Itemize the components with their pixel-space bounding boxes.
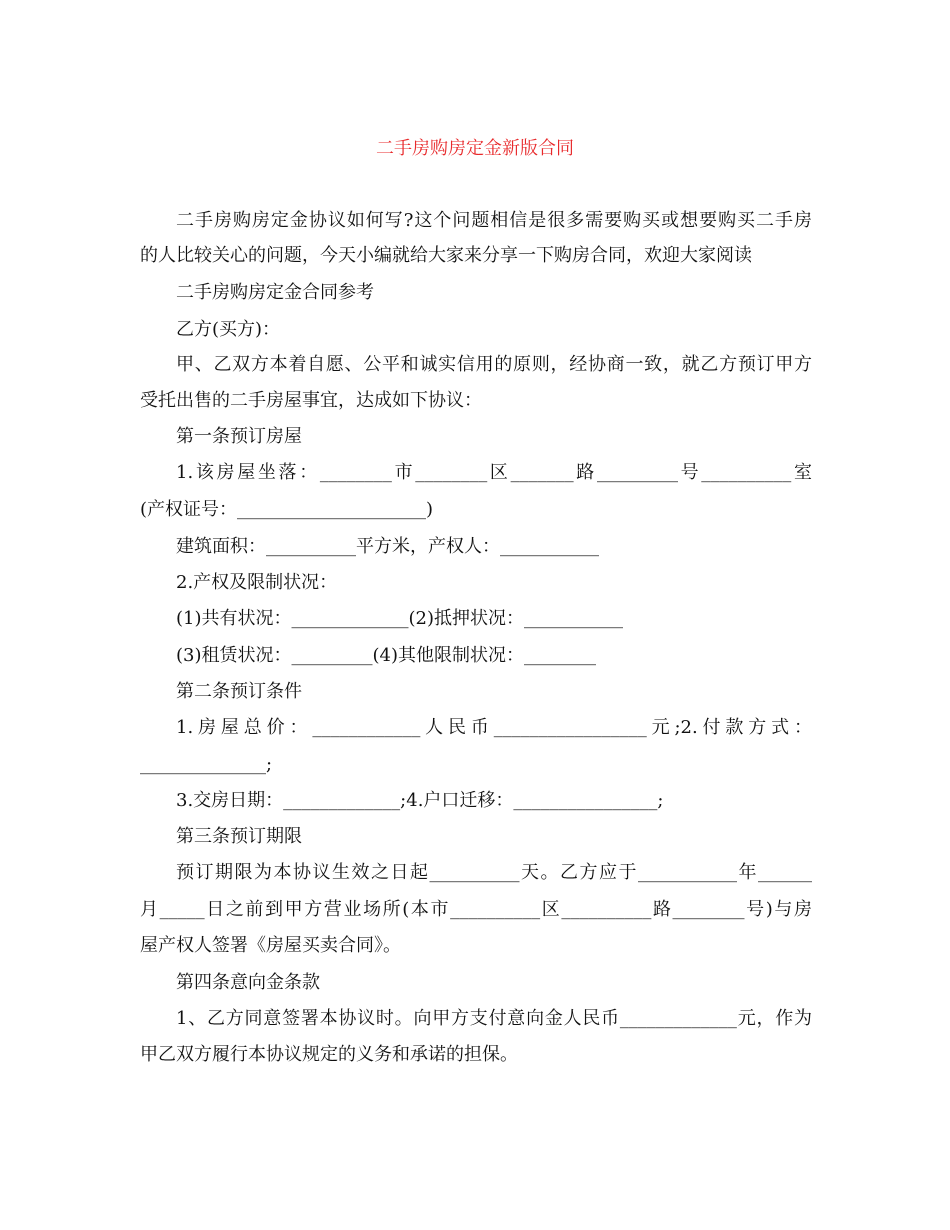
form-line: (3)租赁状况：_________(4)其他限制状况：________ bbox=[176, 645, 596, 666]
article-heading: 第二条预订条件 bbox=[176, 681, 302, 702]
form-line: 2.产权及限制状况： bbox=[176, 572, 338, 593]
paragraph-line: 屋产权人签署《房屋买卖合同》。 bbox=[140, 935, 401, 956]
article-heading: 第一条预订房屋 bbox=[176, 426, 302, 447]
form-line: 1、乙方同意签署本协议时。向甲方支付意向金人民币_____________元，作为 bbox=[176, 1008, 812, 1029]
document-title: 二手房购房定金新版合同 bbox=[376, 138, 574, 159]
form-line: ______________; bbox=[140, 754, 273, 775]
paragraph-line: 二手房购房定金协议如何写?这个问题相信是很多需要购买或想要购买二手房 bbox=[176, 210, 812, 231]
form-line: 建筑面积：__________平方米，产权人：___________ bbox=[176, 536, 599, 557]
paragraph-line: 甲、乙双方本着自愿、公平和诚实信用的原则，经协商一致，就乙方预订甲方 bbox=[176, 354, 812, 375]
paragraph-line: 受托出售的二手房屋事宜，达成如下协议： bbox=[140, 390, 482, 411]
form-line: (产权证号：_____________________) bbox=[140, 499, 434, 520]
party-line: 乙方(买方)： bbox=[176, 319, 281, 340]
article-heading: 第四条意向金条款 bbox=[176, 972, 320, 993]
form-line: 预订期限为本协议生效之日起__________天。乙方应于___________年______ bbox=[176, 862, 812, 883]
paragraph-line: 甲乙双方履行本协议规定的义务和承诺的担保。 bbox=[140, 1044, 518, 1065]
form-line: (1)共有状况：_____________(2)抵押状况：___________ bbox=[176, 608, 623, 629]
article-heading: 第三条预订期限 bbox=[176, 826, 302, 847]
form-line: 1.该房屋坐落：________市________区_______路_________号__________室 bbox=[176, 462, 812, 483]
section-heading: 二手房购房定金合同参考 bbox=[176, 282, 374, 303]
form-line: 月_____日之前到甲方营业场所(本市__________区__________路________号)与房 bbox=[140, 899, 812, 920]
form-line: 3.交房日期：_____________;4.户口迁移：________________; bbox=[176, 790, 664, 811]
paragraph-line: 的人比较关心的问题，今天小编就给大家来分享一下购房合同，欢迎大家阅读 bbox=[140, 245, 752, 266]
form-line: 1.房屋总价：____________人民币_________________元;2.付款方式： bbox=[176, 717, 812, 738]
